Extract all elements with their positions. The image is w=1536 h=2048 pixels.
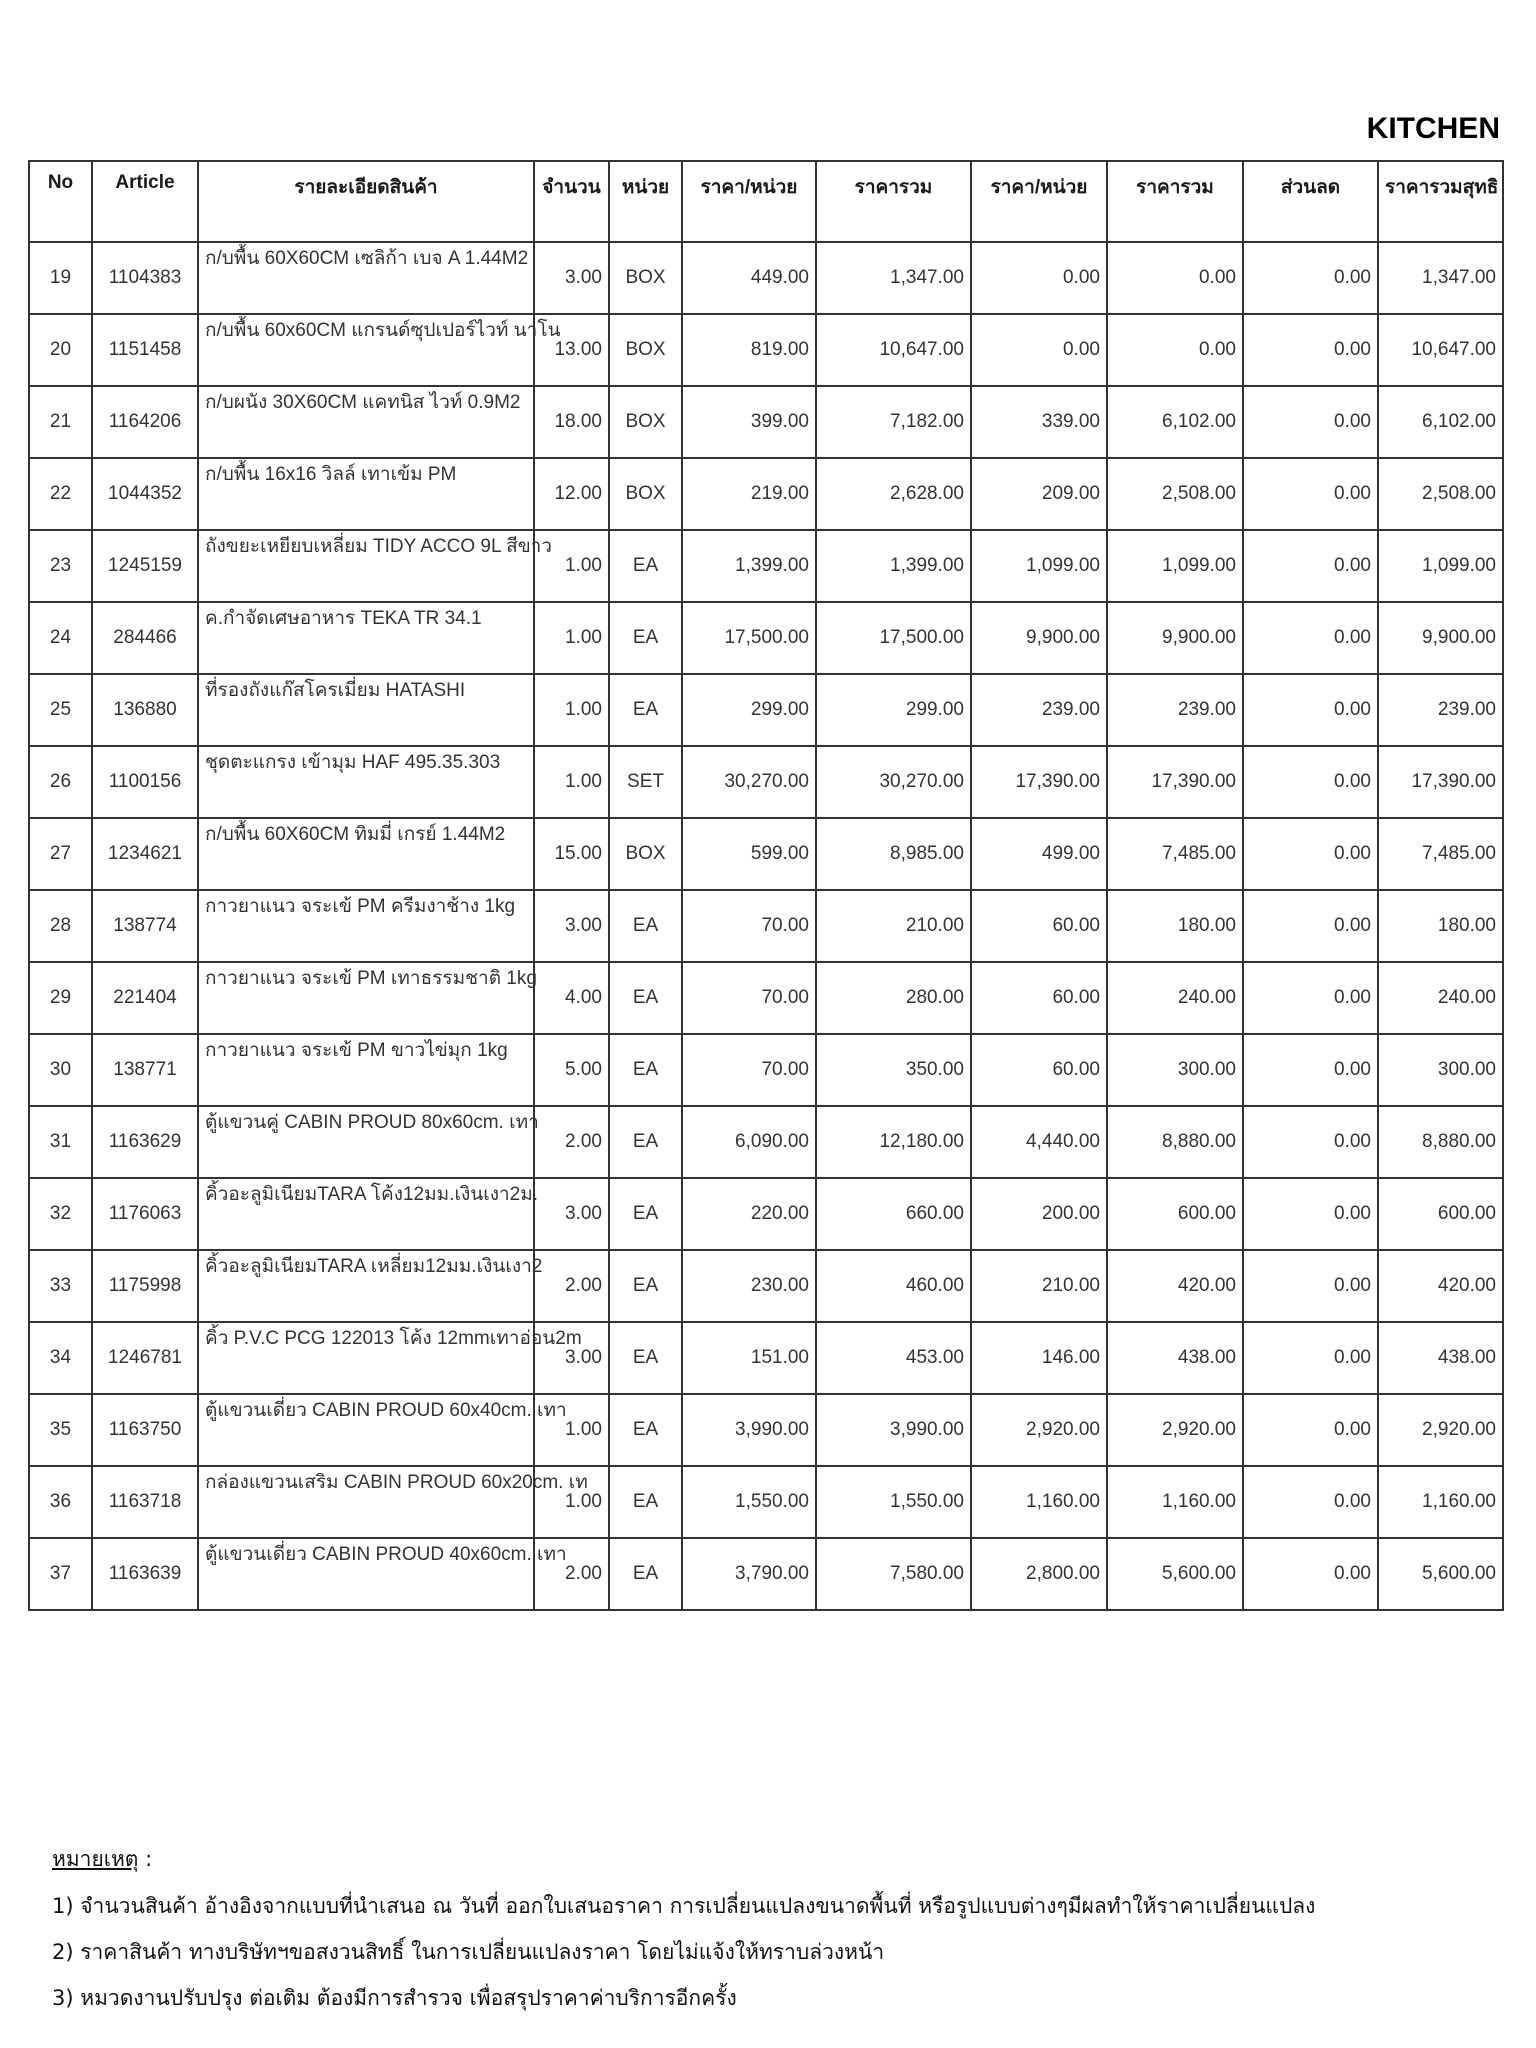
- cell-net-total: 17,390.00: [1378, 746, 1503, 818]
- cell-total-2: 9,900.00: [1107, 602, 1243, 674]
- cell-total-2: 8,880.00: [1107, 1106, 1243, 1178]
- cell-no: 22: [29, 458, 92, 530]
- cell-total-2: 1,099.00: [1107, 530, 1243, 602]
- header-discount: ส่วนลด: [1243, 161, 1378, 242]
- cell-discount: 0.00: [1243, 890, 1378, 962]
- cell-quantity: 3.00: [534, 890, 609, 962]
- cell-quantity: 1.00: [534, 530, 609, 602]
- cell-unit-price: 70.00: [682, 890, 816, 962]
- table-row: [29, 530, 1503, 602]
- cell-total-2: 0.00: [1107, 242, 1243, 314]
- cell-total: 7,580.00: [816, 1538, 971, 1610]
- cell-description: ตู้แขวนเดี่ยว CABIN PROUD 40x60cm. เทา: [198, 1538, 534, 1610]
- cell-net-total: 239.00: [1378, 674, 1503, 746]
- table-row: [29, 890, 1503, 962]
- cell-unit: EA: [609, 530, 682, 602]
- cell-quantity: 1.00: [534, 1394, 609, 1466]
- cell-discount: 0.00: [1243, 602, 1378, 674]
- cell-total: 17,500.00: [816, 602, 971, 674]
- cell-unit-price-2: 9,900.00: [971, 602, 1107, 674]
- header-unit-price-2: ราคา/หน่วย: [971, 161, 1107, 242]
- cell-unit: BOX: [609, 314, 682, 386]
- cell-net-total: 1,099.00: [1378, 530, 1503, 602]
- cell-discount: 0.00: [1243, 314, 1378, 386]
- cell-article: 1246781: [92, 1322, 198, 1394]
- note-line-3: 3) หมวดงานปรับปรุง ต่อเติม ต้องมีการสำรวจ เพื่อสรุปราคาค่าบริการอีกครั้ง: [52, 1986, 737, 2010]
- cell-unit: BOX: [609, 242, 682, 314]
- cell-no: 37: [29, 1538, 92, 1610]
- header-total-2: ราคารวม: [1107, 161, 1243, 242]
- cell-description: ตู้แขวนเดี่ยว CABIN PROUD 60x40cm. เทา: [198, 1394, 534, 1466]
- quotation-table: [28, 160, 1504, 1611]
- cell-article: 1100156: [92, 746, 198, 818]
- cell-total: 1,347.00: [816, 242, 971, 314]
- cell-unit-price: 30,270.00: [682, 746, 816, 818]
- cell-unit-price: 599.00: [682, 818, 816, 890]
- page-title: KITCHEN: [1366, 112, 1500, 145]
- cell-total: 660.00: [816, 1178, 971, 1250]
- table-row: [29, 242, 1503, 314]
- cell-quantity: 3.00: [534, 242, 609, 314]
- cell-discount: 0.00: [1243, 530, 1378, 602]
- table-row: [29, 1250, 1503, 1322]
- cell-unit-price-2: 146.00: [971, 1322, 1107, 1394]
- cell-quantity: 3.00: [534, 1178, 609, 1250]
- table-body: [29, 242, 1503, 1610]
- cell-total: 299.00: [816, 674, 971, 746]
- cell-total-2: 438.00: [1107, 1322, 1243, 1394]
- cell-total-2: 600.00: [1107, 1178, 1243, 1250]
- cell-total-2: 2,920.00: [1107, 1394, 1243, 1466]
- cell-quantity: 18.00: [534, 386, 609, 458]
- cell-discount: 0.00: [1243, 962, 1378, 1034]
- cell-total-2: 239.00: [1107, 674, 1243, 746]
- cell-article: 138774: [92, 890, 198, 962]
- cell-description: ชุดตะแกรง เข้ามุม HAF 495.35.303: [198, 746, 534, 818]
- header-description: รายละเอียดสินค้า: [198, 161, 534, 242]
- cell-discount: 0.00: [1243, 818, 1378, 890]
- cell-discount: 0.00: [1243, 1034, 1378, 1106]
- cell-quantity: 15.00: [534, 818, 609, 890]
- cell-unit-price-2: 239.00: [971, 674, 1107, 746]
- cell-unit-price-2: 60.00: [971, 962, 1107, 1034]
- cell-unit: EA: [609, 1106, 682, 1178]
- cell-description: คิ้วอะลูมิเนียมTARA โค้ง12มม.เงินเงา2ม.: [198, 1178, 534, 1250]
- cell-quantity: 3.00: [534, 1322, 609, 1394]
- cell-discount: 0.00: [1243, 674, 1378, 746]
- cell-unit-price: 449.00: [682, 242, 816, 314]
- header-unit: หน่วย: [609, 161, 682, 242]
- cell-total: 210.00: [816, 890, 971, 962]
- cell-no: 27: [29, 818, 92, 890]
- cell-unit-price-2: 17,390.00: [971, 746, 1107, 818]
- cell-no: 35: [29, 1394, 92, 1466]
- cell-article: 1104383: [92, 242, 198, 314]
- cell-net-total: 5,600.00: [1378, 1538, 1503, 1610]
- cell-unit-price-2: 2,800.00: [971, 1538, 1107, 1610]
- cell-no: 32: [29, 1178, 92, 1250]
- cell-description: ก/บพื้น 16x16 วิลล์ เทาเข้ม PM: [198, 458, 534, 530]
- cell-quantity: 4.00: [534, 962, 609, 1034]
- cell-article: 136880: [92, 674, 198, 746]
- cell-unit: EA: [609, 674, 682, 746]
- cell-total: 12,180.00: [816, 1106, 971, 1178]
- notes-title: หมายเหตุ: [52, 1847, 139, 1871]
- cell-net-total: 10,647.00: [1378, 314, 1503, 386]
- cell-no: 34: [29, 1322, 92, 1394]
- cell-discount: 0.00: [1243, 386, 1378, 458]
- cell-description: กาวยาแนว จระเข้ PM เทาธรรมชาติ 1kg: [198, 962, 534, 1034]
- cell-description: ก/บพื้น 60X60CM ทิมมี่ เกรย์ 1.44M2: [198, 818, 534, 890]
- header-unit-price: ราคา/หน่วย: [682, 161, 816, 242]
- cell-total: 350.00: [816, 1034, 971, 1106]
- cell-unit-price-2: 60.00: [971, 1034, 1107, 1106]
- cell-total-2: 2,508.00: [1107, 458, 1243, 530]
- cell-unit-price: 299.00: [682, 674, 816, 746]
- cell-total: 453.00: [816, 1322, 971, 1394]
- table-row: [29, 1034, 1503, 1106]
- cell-no: 19: [29, 242, 92, 314]
- cell-article: 1044352: [92, 458, 198, 530]
- cell-discount: 0.00: [1243, 458, 1378, 530]
- cell-description: กาวยาแนว จระเข้ PM ขาวไข่มุก 1kg: [198, 1034, 534, 1106]
- cell-total-2: 5,600.00: [1107, 1538, 1243, 1610]
- cell-total-2: 240.00: [1107, 962, 1243, 1034]
- cell-total-2: 17,390.00: [1107, 746, 1243, 818]
- cell-total: 460.00: [816, 1250, 971, 1322]
- note-line-1: 1) จำนวนสินค้า อ้างอิงจากแบบที่นำเสนอ ณ วันที่ ออกใบเสนอราคา การเปลี่ยนแปลงขนาดพื้นที่ หรือรูปแบบต่างๆมีผลทำให้ราคาเปลี่ยนแปลง: [52, 1894, 1316, 1918]
- cell-unit: EA: [609, 1322, 682, 1394]
- table-row: [29, 1466, 1503, 1538]
- cell-unit-price: 220.00: [682, 1178, 816, 1250]
- cell-unit-price-2: 60.00: [971, 890, 1107, 962]
- cell-unit-price-2: 200.00: [971, 1178, 1107, 1250]
- table-row: [29, 1178, 1503, 1250]
- table-row: [29, 818, 1503, 890]
- cell-no: 24: [29, 602, 92, 674]
- table-row: [29, 602, 1503, 674]
- cell-article: 1175998: [92, 1250, 198, 1322]
- cell-total: 1,399.00: [816, 530, 971, 602]
- table-row: [29, 674, 1503, 746]
- cell-total: 30,270.00: [816, 746, 971, 818]
- cell-total: 280.00: [816, 962, 971, 1034]
- cell-net-total: 300.00: [1378, 1034, 1503, 1106]
- cell-total: 8,985.00: [816, 818, 971, 890]
- cell-net-total: 420.00: [1378, 1250, 1503, 1322]
- cell-no: 29: [29, 962, 92, 1034]
- cell-article: 1163750: [92, 1394, 198, 1466]
- cell-unit-price-2: 4,440.00: [971, 1106, 1107, 1178]
- notes-section: [52, 1843, 1315, 2028]
- cell-description: คิ้ว P.V.C PCG 122013 โค้ง 12mmเทาอ่อน2m: [198, 1322, 534, 1394]
- header-article: Article: [92, 161, 198, 242]
- cell-no: 20: [29, 314, 92, 386]
- cell-no: 33: [29, 1250, 92, 1322]
- cell-article: 138771: [92, 1034, 198, 1106]
- cell-net-total: 1,347.00: [1378, 242, 1503, 314]
- cell-description: ที่รองถังแก๊สโครเมี่ยม HATASHI: [198, 674, 534, 746]
- cell-unit-price: 6,090.00: [682, 1106, 816, 1178]
- cell-no: 31: [29, 1106, 92, 1178]
- cell-unit: EA: [609, 1466, 682, 1538]
- cell-description: ถังขยะเหยียบเหลี่ยม TIDY ACCO 9L สีขาว: [198, 530, 534, 602]
- cell-unit-price-2: 2,920.00: [971, 1394, 1107, 1466]
- cell-unit-price: 3,790.00: [682, 1538, 816, 1610]
- cell-no: 36: [29, 1466, 92, 1538]
- cell-unit-price: 70.00: [682, 1034, 816, 1106]
- cell-unit-price: 151.00: [682, 1322, 816, 1394]
- cell-quantity: 1.00: [534, 1466, 609, 1538]
- header-total: ราคารวม: [816, 161, 971, 242]
- table-row: [29, 962, 1503, 1034]
- cell-unit: SET: [609, 746, 682, 818]
- cell-quantity: 2.00: [534, 1106, 609, 1178]
- cell-unit: BOX: [609, 386, 682, 458]
- table-row: [29, 1322, 1503, 1394]
- cell-total-2: 6,102.00: [1107, 386, 1243, 458]
- cell-no: 26: [29, 746, 92, 818]
- cell-total-2: 1,160.00: [1107, 1466, 1243, 1538]
- cell-article: 284466: [92, 602, 198, 674]
- cell-description: ตู้แขวนคู่ CABIN PROUD 80x60cm. เทา: [198, 1106, 534, 1178]
- cell-no: 25: [29, 674, 92, 746]
- cell-quantity: 13.00: [534, 314, 609, 386]
- cell-description: กาวยาแนว จระเข้ PM ครีมงาช้าง 1kg: [198, 890, 534, 962]
- cell-discount: 0.00: [1243, 1178, 1378, 1250]
- cell-unit-price-2: 499.00: [971, 818, 1107, 890]
- cell-total: 10,647.00: [816, 314, 971, 386]
- cell-quantity: 2.00: [534, 1538, 609, 1610]
- cell-unit-price: 230.00: [682, 1250, 816, 1322]
- header-quantity: จำนวน: [534, 161, 609, 242]
- table-row: [29, 458, 1503, 530]
- cell-total: 1,550.00: [816, 1466, 971, 1538]
- cell-article: 1151458: [92, 314, 198, 386]
- cell-net-total: 240.00: [1378, 962, 1503, 1034]
- cell-article: 1163718: [92, 1466, 198, 1538]
- cell-quantity: 1.00: [534, 602, 609, 674]
- table-row: [29, 1106, 1503, 1178]
- cell-quantity: 2.00: [534, 1250, 609, 1322]
- cell-net-total: 180.00: [1378, 890, 1503, 962]
- cell-total: 3,990.00: [816, 1394, 971, 1466]
- cell-unit-price: 3,990.00: [682, 1394, 816, 1466]
- cell-unit-price-2: 0.00: [971, 314, 1107, 386]
- cell-unit-price: 1,550.00: [682, 1466, 816, 1538]
- cell-quantity: 12.00: [534, 458, 609, 530]
- cell-total-2: 180.00: [1107, 890, 1243, 962]
- cell-net-total: 2,920.00: [1378, 1394, 1503, 1466]
- cell-unit-price-2: 0.00: [971, 242, 1107, 314]
- cell-total-2: 420.00: [1107, 1250, 1243, 1322]
- cell-discount: 0.00: [1243, 1106, 1378, 1178]
- cell-description: ก/บพื้น 60X60CM เซลิก้า เบจ A 1.44M2: [198, 242, 534, 314]
- cell-quantity: 1.00: [534, 674, 609, 746]
- cell-unit: EA: [609, 1178, 682, 1250]
- cell-unit: EA: [609, 962, 682, 1034]
- cell-discount: 0.00: [1243, 1538, 1378, 1610]
- cell-discount: 0.00: [1243, 1322, 1378, 1394]
- cell-unit-price: 219.00: [682, 458, 816, 530]
- cell-net-total: 600.00: [1378, 1178, 1503, 1250]
- table-row: [29, 1538, 1503, 1610]
- cell-quantity: 5.00: [534, 1034, 609, 1106]
- cell-unit-price: 399.00: [682, 386, 816, 458]
- cell-discount: 0.00: [1243, 1466, 1378, 1538]
- cell-net-total: 7,485.00: [1378, 818, 1503, 890]
- cell-no: 23: [29, 530, 92, 602]
- cell-unit-price-2: 1,099.00: [971, 530, 1107, 602]
- cell-net-total: 438.00: [1378, 1322, 1503, 1394]
- cell-net-total: 1,160.00: [1378, 1466, 1503, 1538]
- cell-quantity: 1.00: [534, 746, 609, 818]
- cell-no: 28: [29, 890, 92, 962]
- cell-net-total: 9,900.00: [1378, 602, 1503, 674]
- cell-total-2: 7,485.00: [1107, 818, 1243, 890]
- cell-total: 7,182.00: [816, 386, 971, 458]
- cell-unit: EA: [609, 1034, 682, 1106]
- cell-unit: BOX: [609, 818, 682, 890]
- cell-no: 30: [29, 1034, 92, 1106]
- cell-unit: EA: [609, 1538, 682, 1610]
- cell-unit-price: 70.00: [682, 962, 816, 1034]
- cell-description: คิ้วอะลูมิเนียมTARA เหลี่ยม12มม.เงินเงา2: [198, 1250, 534, 1322]
- cell-unit-price-2: 210.00: [971, 1250, 1107, 1322]
- cell-description: ค.กำจัดเศษอาหาร TEKA TR 34.1: [198, 602, 534, 674]
- table-row: [29, 314, 1503, 386]
- cell-article: 1176063: [92, 1178, 198, 1250]
- table-row: [29, 746, 1503, 818]
- cell-discount: 0.00: [1243, 1250, 1378, 1322]
- cell-description: ก/บผนัง 30X60CM แคทนิส ไวท์ 0.9M2: [198, 386, 534, 458]
- cell-discount: 0.00: [1243, 242, 1378, 314]
- notes-colon: :: [138, 1847, 153, 1871]
- cell-unit: EA: [609, 602, 682, 674]
- table-row: [29, 386, 1503, 458]
- cell-net-total: 2,508.00: [1378, 458, 1503, 530]
- cell-article: 1163629: [92, 1106, 198, 1178]
- cell-article: 1163639: [92, 1538, 198, 1610]
- cell-net-total: 6,102.00: [1378, 386, 1503, 458]
- cell-discount: 0.00: [1243, 1394, 1378, 1466]
- cell-description: กล่องแขวนเสริม CABIN PROUD 60x20cm. เท: [198, 1466, 534, 1538]
- header-no: No: [29, 161, 92, 242]
- cell-total-2: 0.00: [1107, 314, 1243, 386]
- cell-total: 2,628.00: [816, 458, 971, 530]
- notes-heading: [52, 1843, 1315, 1876]
- cell-net-total: 8,880.00: [1378, 1106, 1503, 1178]
- note-line-2: 2) ราคาสินค้า ทางบริษัทฯขอสงวนสิทธิ์ ในการเปลี่ยนแปลงราคา โดยไม่แจ้งให้ทราบล่วงหน้า: [52, 1940, 885, 1964]
- cell-unit-price-2: 209.00: [971, 458, 1107, 530]
- cell-article: 1164206: [92, 386, 198, 458]
- cell-unit-price: 1,399.00: [682, 530, 816, 602]
- header-net-total: ราคารวมสุทธิ: [1378, 161, 1503, 242]
- cell-total-2: 300.00: [1107, 1034, 1243, 1106]
- cell-unit: EA: [609, 1250, 682, 1322]
- cell-unit-price: 819.00: [682, 314, 816, 386]
- cell-no: 21: [29, 386, 92, 458]
- cell-article: 1245159: [92, 530, 198, 602]
- cell-discount: 0.00: [1243, 746, 1378, 818]
- cell-unit-price-2: 1,160.00: [971, 1466, 1107, 1538]
- cell-unit: EA: [609, 1394, 682, 1466]
- cell-article: 221404: [92, 962, 198, 1034]
- table-header-row: [29, 161, 1503, 242]
- table-row: [29, 1394, 1503, 1466]
- cell-description: ก/บพื้น 60x60CM แกรนด์ซุปเปอร์ไวท์ นาโน: [198, 314, 534, 386]
- cell-unit-price-2: 339.00: [971, 386, 1107, 458]
- cell-unit: BOX: [609, 458, 682, 530]
- cell-article: 1234621: [92, 818, 198, 890]
- cell-unit-price: 17,500.00: [682, 602, 816, 674]
- cell-unit: EA: [609, 890, 682, 962]
